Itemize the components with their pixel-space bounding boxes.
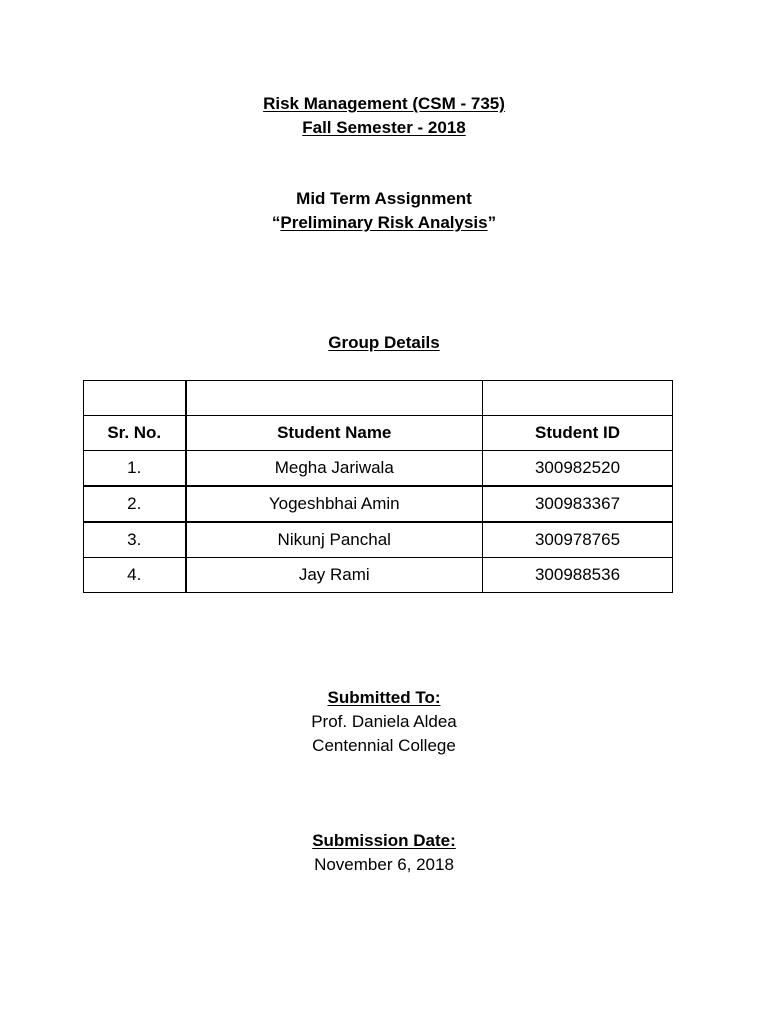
column-header-sr-no: Sr. No. xyxy=(84,416,186,451)
student-id-cell: 300978765 xyxy=(483,522,673,558)
student-name-cell: Yogeshbhai Amin xyxy=(186,486,483,522)
group-heading-line xyxy=(0,332,768,354)
sr-no-cell: 1. xyxy=(84,451,186,487)
column-header-student-name: Student Name xyxy=(186,416,483,451)
sr-no-cell: 3. xyxy=(84,522,186,558)
table-row xyxy=(84,522,673,558)
student-name-cell: Nikunj Panchal xyxy=(186,522,483,558)
student-id-cell: 300982520 xyxy=(483,451,673,487)
sr-no-cell: 2. xyxy=(84,486,186,522)
table-row xyxy=(84,451,673,487)
submitted-to-label-line xyxy=(0,687,768,709)
semester-line xyxy=(0,117,768,139)
student-name-cell: Megha Jariwala xyxy=(186,451,483,487)
table-row xyxy=(84,486,673,522)
table-cell-empty xyxy=(84,381,186,416)
submission-date-label: Submission Date: xyxy=(312,831,456,850)
assignment-name-line xyxy=(0,212,768,234)
student-id-cell: 300983367 xyxy=(483,486,673,522)
course-title-line xyxy=(0,93,768,115)
quote-close: ” xyxy=(487,213,497,232)
submission-date: November 6, 2018 xyxy=(314,855,454,874)
table-header-row xyxy=(84,416,673,451)
table-row xyxy=(84,558,673,593)
group-details-table xyxy=(83,380,673,593)
sr-no-cell: 4. xyxy=(84,558,186,593)
quote-open: “ xyxy=(271,213,281,232)
table-empty-row xyxy=(84,381,673,416)
submitted-to-label: Submitted To: xyxy=(327,688,441,707)
assignment-type: Mid Term Assignment xyxy=(296,189,472,208)
submission-date-label-line xyxy=(0,830,768,852)
course-title: Risk Management (CSM - 735) xyxy=(263,94,505,113)
group-heading: Group Details xyxy=(328,333,440,352)
table-cell-empty xyxy=(186,381,483,416)
professor-name: Prof. Daniela Aldea xyxy=(311,712,457,731)
assignment-name: Preliminary Risk Analysis xyxy=(280,213,488,232)
institution-name: Centennial College xyxy=(312,736,456,755)
table-cell-empty xyxy=(483,381,673,416)
semester: Fall Semester - 2018 xyxy=(302,118,466,137)
student-id-cell: 300988536 xyxy=(483,558,673,593)
student-name-cell: Jay Rami xyxy=(186,558,483,593)
column-header-student-id: Student ID xyxy=(483,416,673,451)
